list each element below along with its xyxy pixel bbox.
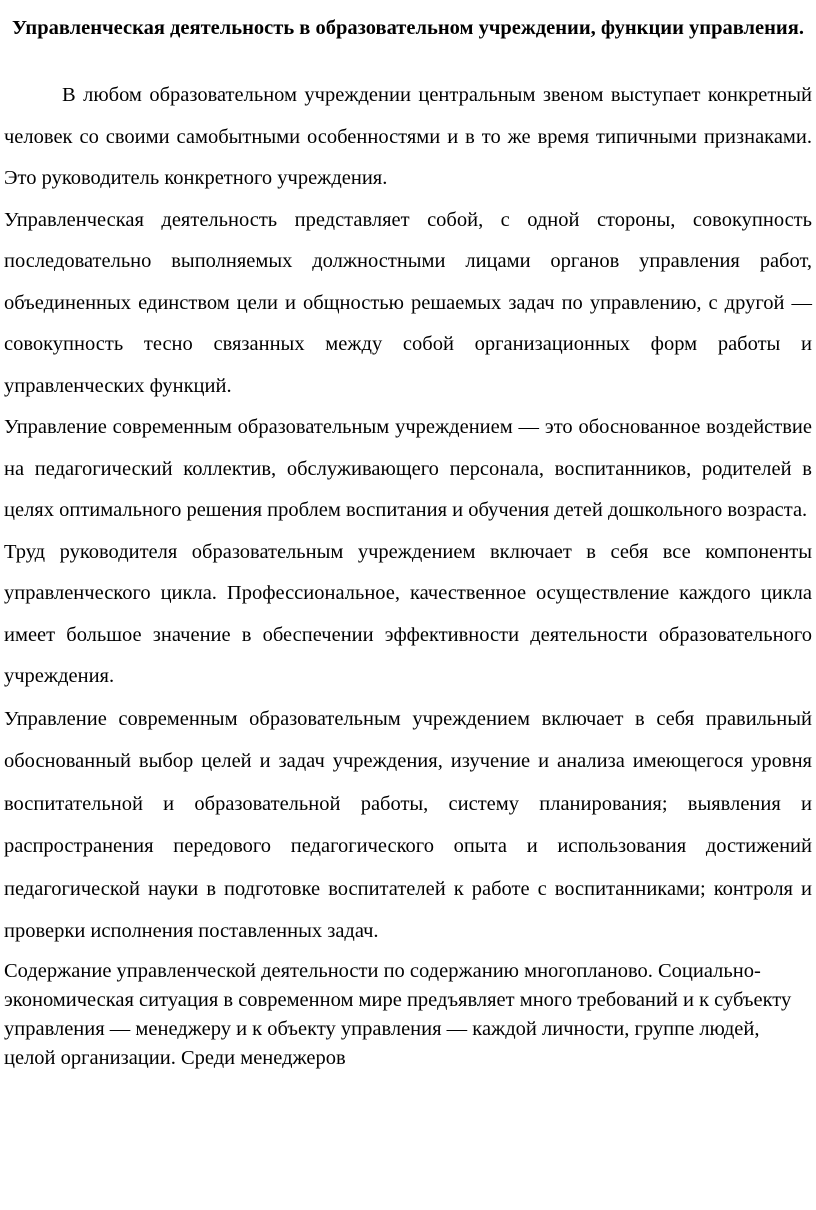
document-body: [0, 75, 816, 1073]
paragraph-2: Управленческая деятельность представляет собой, с одной стороны, совокупность последовательно выполняемых должностными лицами органов управления работ, объединенных единством цели и общностью решаемых задач по управлению, с другой — совокупность тесно связанных между собой организационных форм работы и управленческих функций.: [4, 208, 812, 397]
paragraph-1: В любом образовательном учреждении центральным звеном выступает конкретный человек со своими самобытными особенностями и в то же время типичными признаками. Это руководитель конкретного учреждения.: [4, 84, 812, 189]
paragraph-4: Труд руководителя образовательным учреждением включает в себя все компоненты управленческого цикла. Профессиональное, качественное осуществление каждого цикла имеет большое значение в обеспечении эффективности деятельности образовательного учреждения.: [4, 540, 812, 687]
paragraph-5: Управление современным образовательным учреждением включает в себя правильный обоснованный выбор целей и задач учреждения, изучение и анализа имеющегося уровня воспитательной и образовательной работы, систему планирования; выявления и распространения передового педагогического опыта и использования достижений педагогической науки в подготовке воспитателей к работе с воспитанниками; контроля и проверки исполнения поставленных задач.: [4, 707, 812, 942]
paragraph-6: Содержание управленческой деятельности по содержанию многопланово. Социально-экономическая ситуация в современном мире предъявляет много требований и к субъекту управления — менеджеру и к объекту управления — каждой личности, группе людей, целой организации. Среди менеджеров: [4, 959, 792, 1069]
paragraph-3: Управление современным образовательным учреждением — это обоснованное воздействие на педагогический коллектив, обслуживающего персонала, воспитанников, родителей в целях оптимального решения проблем воспитания и обучения детей дошкольного возраста.: [4, 416, 812, 521]
document-title: Управленческая деятельность в образовательном учреждении, функции управления.: [12, 17, 804, 39]
